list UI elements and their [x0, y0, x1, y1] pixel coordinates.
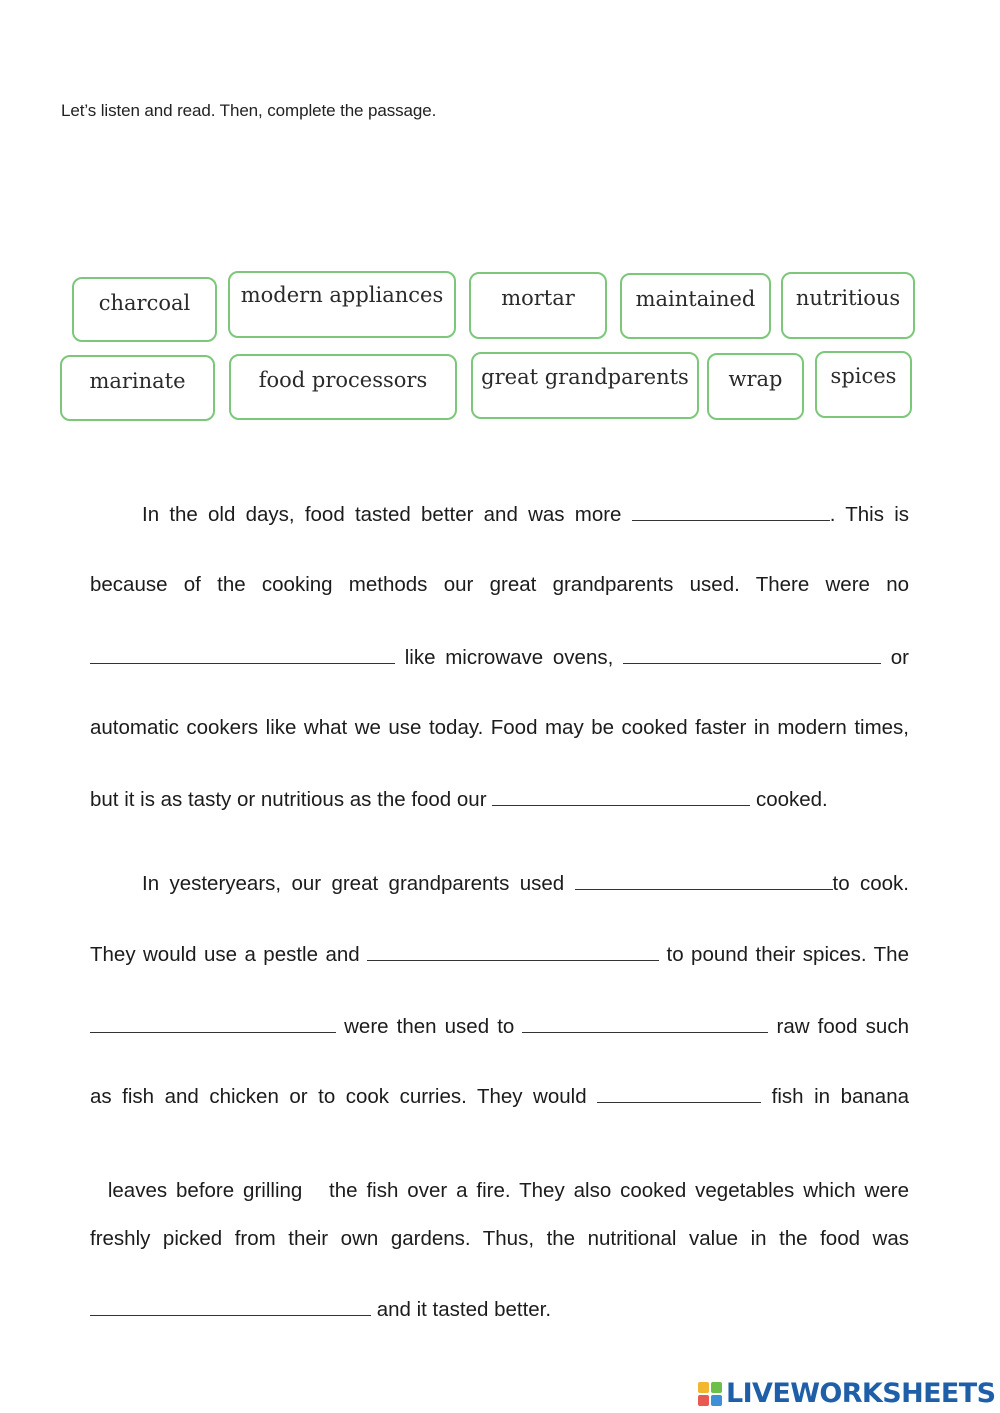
passage-text: raw food such	[776, 1015, 909, 1038]
passage-line	[90, 645, 909, 670]
passage-text: In yesteryears, our great grandparents used	[142, 872, 565, 895]
passage-text: to pound their spices. The	[666, 943, 909, 966]
passage-line	[90, 1014, 909, 1039]
answer-blank-9[interactable]	[597, 1084, 761, 1103]
passage-line	[90, 787, 909, 812]
passage-text: were then used to	[344, 1015, 515, 1038]
word-chip-marinate[interactable]: marinate	[60, 355, 215, 421]
passage-line	[90, 716, 909, 740]
passage-text: They would use a pestle and	[90, 943, 360, 966]
word-chip-maintained[interactable]: maintained	[620, 273, 771, 339]
passage-text: cooked.	[755, 788, 828, 811]
answer-blank-7[interactable]	[90, 1014, 336, 1033]
passage-text: . This is	[829, 503, 910, 526]
passage-line	[90, 1084, 909, 1109]
passage-line	[90, 573, 909, 597]
word-chip-nutritious[interactable]: nutritious	[781, 272, 915, 339]
passage-line	[90, 942, 909, 967]
word-chip-modern-appliances[interactable]: modern appliances	[228, 271, 456, 338]
liveworksheets-logo	[698, 1376, 995, 1410]
passage-line	[90, 502, 909, 527]
answer-blank-3[interactable]	[623, 645, 881, 664]
brand-blocks-icon	[698, 1380, 724, 1406]
passage-text: and it tasted better.	[376, 1298, 552, 1321]
passage-line	[90, 871, 909, 896]
word-chip-mortar[interactable]: mortar	[469, 272, 607, 339]
passage-line	[90, 1155, 909, 1203]
passage-text: to cook.	[832, 872, 910, 895]
word-chip-spices[interactable]: spices	[815, 351, 912, 418]
passage-line	[90, 1297, 909, 1322]
passage-text: fish in banana	[771, 1085, 909, 1108]
passage-text: freshly picked from their own gardens. Thus, the nutritional value in the food was	[90, 1227, 909, 1250]
word-chip-great-grandparents[interactable]: great grandparents	[471, 352, 699, 419]
word-chip-food-processors[interactable]: food processors	[229, 354, 457, 420]
answer-blank-1[interactable]	[632, 502, 830, 521]
passage-text: In the old days, food tasted better and was more	[142, 503, 622, 526]
answer-blank-10[interactable]	[90, 1297, 371, 1316]
passage-text: as fish and chicken or to cook curries. They would	[90, 1085, 587, 1108]
answer-blank-4[interactable]	[492, 787, 750, 806]
answer-blank-6[interactable]	[367, 942, 659, 961]
passage-text: because of the cooking methods our great grandparents used. There were no	[90, 573, 909, 596]
passage-line	[90, 1227, 909, 1251]
brand-name: LIVEWORKSHEETS	[726, 1377, 996, 1409]
passage-text: but it is as tasty or nutritious as the food our	[90, 788, 487, 811]
answer-blank-5[interactable]	[575, 871, 833, 890]
instruction-text: Let’s listen and read. Then, complete the passage.	[61, 101, 437, 120]
word-chip-wrap[interactable]: wrap	[707, 353, 804, 420]
passage-text: automatic cookers like what we use today. Food may be cooked faster in modern times,	[90, 716, 909, 739]
passage-text: like microwave ovens,	[404, 646, 614, 669]
answer-blank-2[interactable]	[90, 645, 395, 664]
answer-blank-8[interactable]	[522, 1014, 768, 1033]
passage-text: or	[890, 646, 910, 669]
passage-text: leaves before grilling the fish over a fire. They also cooked vegetables which were	[107, 1179, 909, 1202]
word-chip-charcoal[interactable]: charcoal	[72, 277, 217, 342]
